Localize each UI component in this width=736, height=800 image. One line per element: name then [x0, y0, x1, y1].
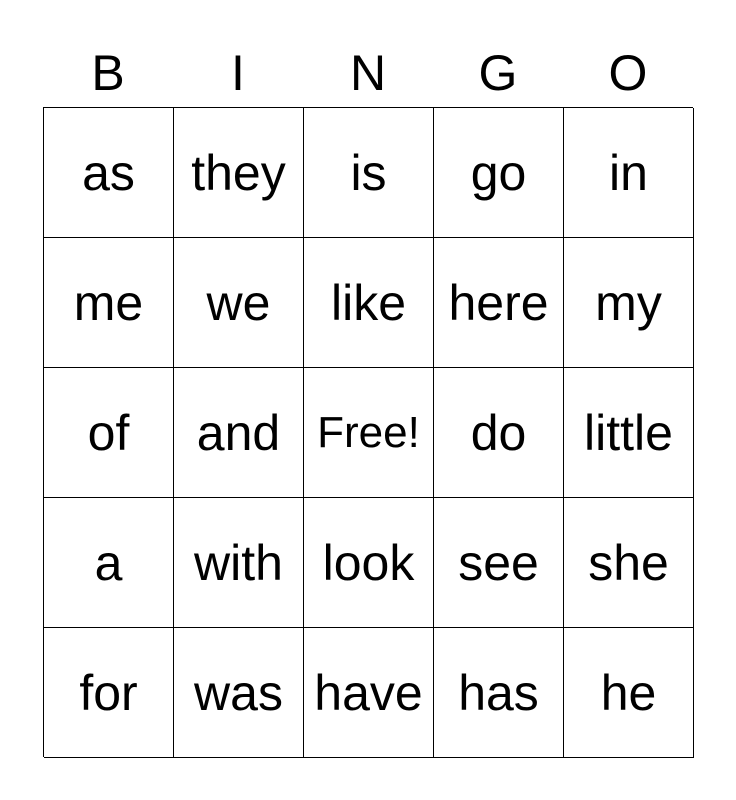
header-letter-i: I: [231, 45, 245, 101]
bingo-cell: have: [304, 628, 434, 758]
bingo-cell: with: [174, 498, 304, 628]
bingo-cell: and: [174, 368, 304, 498]
bingo-header: [43, 40, 693, 106]
bingo-cell: we: [174, 238, 304, 368]
bingo-cell: they: [174, 108, 304, 238]
bingo-cell: see: [434, 498, 564, 628]
bingo-cell: for: [44, 628, 174, 758]
bingo-cell: as: [44, 108, 174, 238]
bingo-cell: of: [44, 368, 174, 498]
bingo-grid: [43, 107, 693, 757]
header-letter-o: O: [608, 45, 648, 101]
bingo-cell: look: [304, 498, 434, 628]
bingo-cell: like: [304, 238, 434, 368]
bingo-cell: he: [564, 628, 694, 758]
bingo-cell: little: [564, 368, 694, 498]
bingo-cell: go: [434, 108, 564, 238]
bingo-cell: do: [434, 368, 564, 498]
bingo-cell: in: [564, 108, 694, 238]
header-letter-g: G: [478, 45, 518, 101]
bingo-cell: my: [564, 238, 694, 368]
bingo-cell: here: [434, 238, 564, 368]
bingo-cell: has: [434, 628, 564, 758]
header-letter-b: B: [91, 45, 125, 101]
bingo-cell: a: [44, 498, 174, 628]
bingo-cell: she: [564, 498, 694, 628]
bingo-cell: me: [44, 238, 174, 368]
header-letter-n: N: [349, 45, 387, 101]
bingo-cell: was: [174, 628, 304, 758]
free-space-cell: Free!: [304, 368, 434, 498]
bingo-cell: is: [304, 108, 434, 238]
